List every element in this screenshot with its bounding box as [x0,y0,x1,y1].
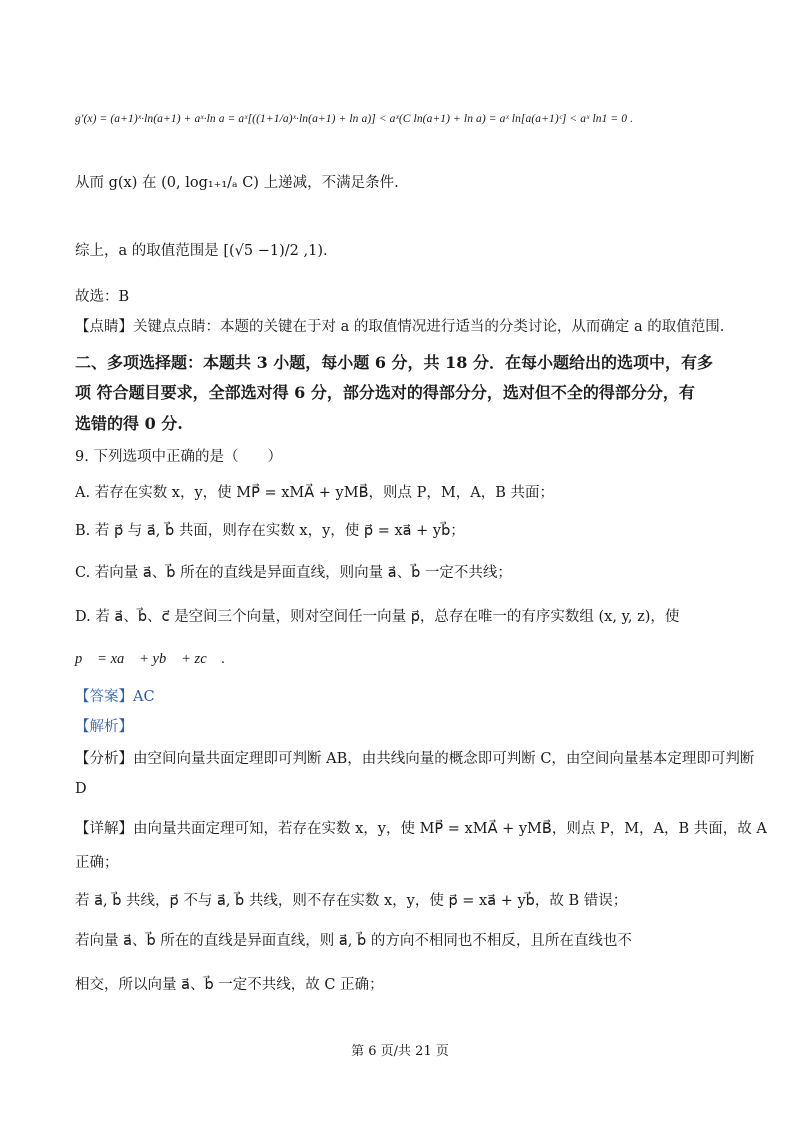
option-a: A. 若存在实数 x，y，使 MP⃗ = xMA⃗ + yMB⃗，则点 P，M，A，B 共面； [75,485,554,501]
detail-line-4: 若向量 a⃗、b⃗ 所在的直线是异面直线，则 a⃗, b⃗ 的方向不相同也不相反，且所在直线也不 [75,933,632,949]
answer-choice: 故选：B [75,289,130,305]
section-heading-line-3: 选错的得 0 分. [75,414,183,433]
conclusion-decreasing: 从而 g(x) 在 (0, log₁₊₁/ₐ C) 上递减，不满足条件. [75,175,399,191]
detail-line-1: 【详解】由向量共面定理可知，若存在实数 x，y，使 MP⃗ = xMA⃗ + yMB⃗，则点 P，M，A，B 共面，故 A [75,821,767,837]
derivative-inequality: g′(x) = (a+1)ˣ·ln(a+1) + aˣ·ln a = aˣ[((1+1/a)ˣ·ln(a+1) + ln a)] < aˣ(C ln(a+1) + ln a) = aˣ ln[a(a+1)ᶜ] < aˣ ln1 = 0 . [75,113,634,125]
option-c: C. 若向量 a⃗、b⃗ 所在的直线是异面直线，则向量 a⃗、b⃗ 一定不共线； [75,565,512,581]
answer-label: 【答案】AC [75,689,155,705]
question-9-stem: 9. 下列选项中正确的是（ ） [75,449,282,465]
detail-line-5: 相交，所以向量 a⃗、b⃗ 一定不共线，故 C 正确； [75,977,384,993]
section-heading-line-1: 二、多项选择题：本题共 3 小题，每小题 6 分，共 18 分．在每小题给出的选项中，有多 [75,353,713,372]
analysis-text-cont: D [75,781,87,797]
page-number-footer: 第 6 页/共 21 页 [351,1044,449,1059]
section-heading-line-2: 项 符合题目要求，全部选对得 6 分，部分选对的得部分分，选对但不全的得部分分，有 [75,383,695,402]
detail-line-3: 若 a⃗, b⃗ 共线，p⃗ 不与 a⃗, b⃗ 共线，则不存在实数 x，y，使 p⃗ = xa⃗ + yb⃗，故 B 错误； [75,893,628,909]
key-point-note: 【点睛】关键点点睛：本题的关键在于对 a 的取值情况进行适当的分类讨论，从而确定 a 的取值范围. [75,319,725,335]
analysis-text: 【分析】由空间向量共面定理即可判断 AB，由共线向量的概念即可判断 C，由空间向量基本定理即可判断 [75,751,755,767]
option-d: D. 若 a⃗、b⃗、c⃗ 是空间三个向量，则对空间任一向量 p⃗，总存在唯一的有序实数组 (x, y, z)，使 [75,609,680,625]
option-b: B. 若 p⃗ 与 a⃗, b⃗ 共面，则存在实数 x，y，使 p⃗ = xa⃗ + yb⃗； [75,523,465,539]
analysis-label: 【解析】 [75,719,133,735]
detail-line-2: 正确； [75,855,119,871]
range-summary: 综上，a 的取值范围是 [(√5 −1)/2 ,1). [75,243,328,259]
option-d-formula: p⃗ = xa⃗ + yb⃗ + zc⃗ . [75,651,226,667]
